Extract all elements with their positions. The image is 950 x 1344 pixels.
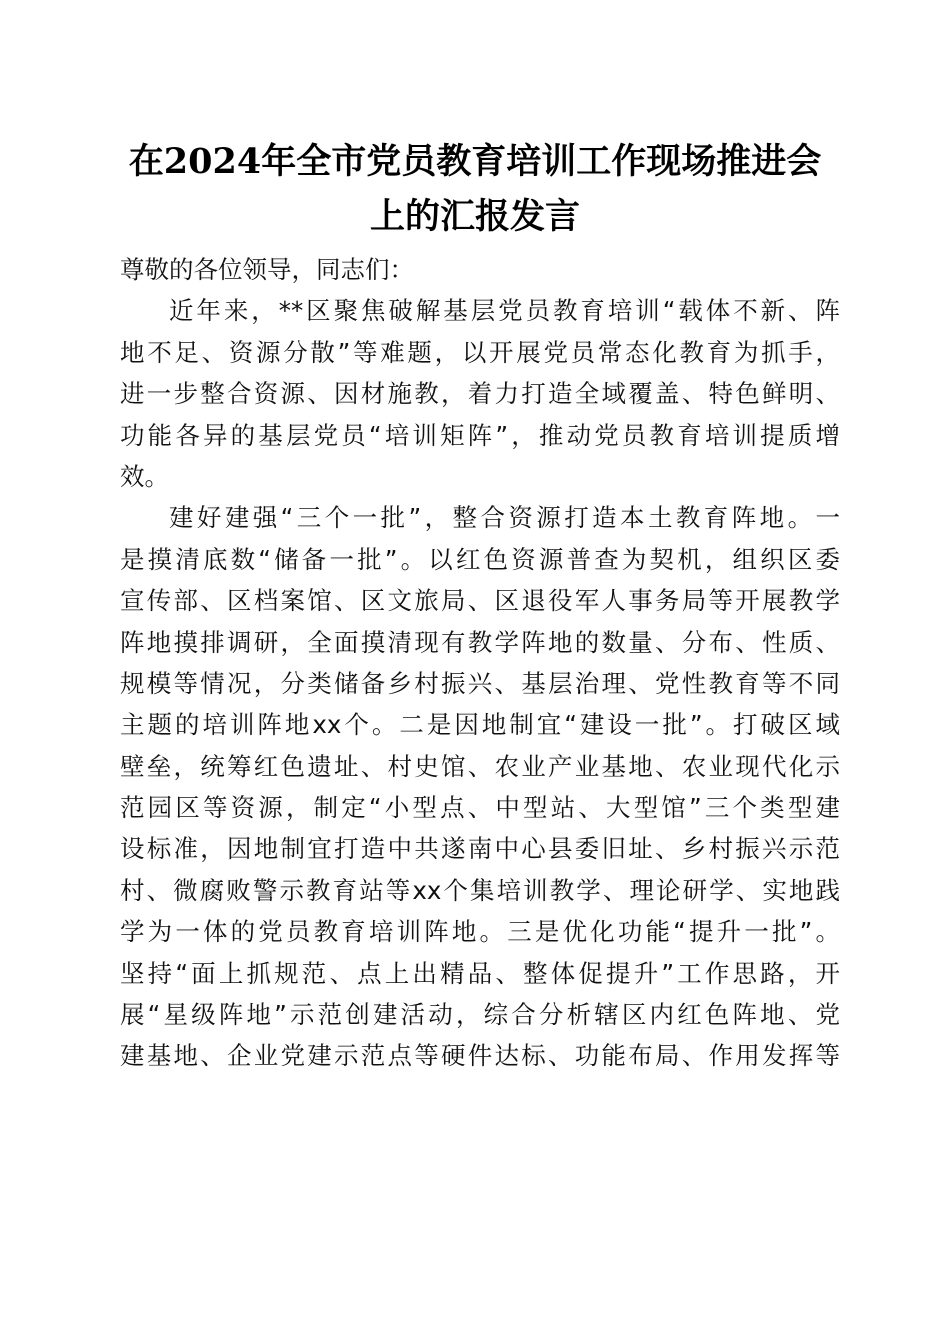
paragraph-line: 范园区等资源，制定“小型点、中型站、大型馆”三个类型建: [120, 793, 840, 823]
paragraph-line: 设标准，因地制宜打造中共遂南中心县委旧址、乡村振兴示范: [120, 834, 840, 864]
document-title: [60, 134, 890, 244]
paragraph-line: 学为一体的党员教育培训阵地。三是优化功能“提升一批”。: [120, 917, 840, 947]
paragraph-line: 效。: [120, 461, 169, 491]
title-line: 上的汇报发言: [369, 196, 580, 237]
document-body: [120, 249, 840, 1077]
paragraph-line: 宣传部、区档案馆、区文旅局、区退役军人事务局等开展教学: [120, 586, 840, 616]
paragraph-line: 是摸清底数“储备一批”。以红色资源普查为契机，组织区委: [120, 544, 840, 574]
paragraph-2: [120, 497, 840, 1076]
paragraph-line: 村、微腐败警示教育站等xx个集培训教学、理论研学、实地践: [120, 875, 840, 905]
paragraph-line: 建好建强“三个一批”，整合资源打造本土教育阵地。一: [169, 503, 840, 533]
paragraph-line: 主题的培训阵地xx个。二是因地制宜“建设一批”。打破区域: [120, 710, 840, 740]
title-line: 在2024年全市党员教育培训工作现场推进会: [128, 141, 822, 182]
paragraph-line: 壁垒，统筹红色遗址、村史馆、农业产业基地、农业现代化示: [120, 751, 840, 781]
paragraph-1: [120, 290, 840, 497]
paragraph-line: 规模等情况，分类储备乡村振兴、基层治理、党性教育等不同: [120, 668, 840, 698]
paragraph-line: 近年来，**区聚焦破解基层党员教育培训“载体不新、阵: [169, 296, 840, 326]
paragraph-line: 功能各异的基层党员“培训矩阵”，推动党员教育培训提质增: [120, 420, 840, 450]
paragraph-line: 展“星级阵地”示范创建活动，综合分析辖区内红色阵地、党: [120, 1000, 840, 1030]
paragraph-line: 阵地摸排调研，全面摸清现有教学阵地的数量、分布、性质、: [120, 627, 840, 657]
paragraph-line: 进一步整合资源、因材施教，着力打造全域覆盖、特色鲜明、: [120, 379, 840, 409]
paragraph-line: 坚持“面上抓规范、点上出精品、整体促提升”工作思路，开: [120, 958, 840, 988]
paragraph-line: 建基地、企业党建示范点等硬件达标、功能布局、作用发挥等: [120, 1041, 840, 1071]
salutation: 尊敬的各位领导，同志们：: [120, 255, 414, 284]
paragraph-line: 地不足、资源分散”等难题，以开展党员常态化教育为抓手，: [120, 337, 840, 367]
